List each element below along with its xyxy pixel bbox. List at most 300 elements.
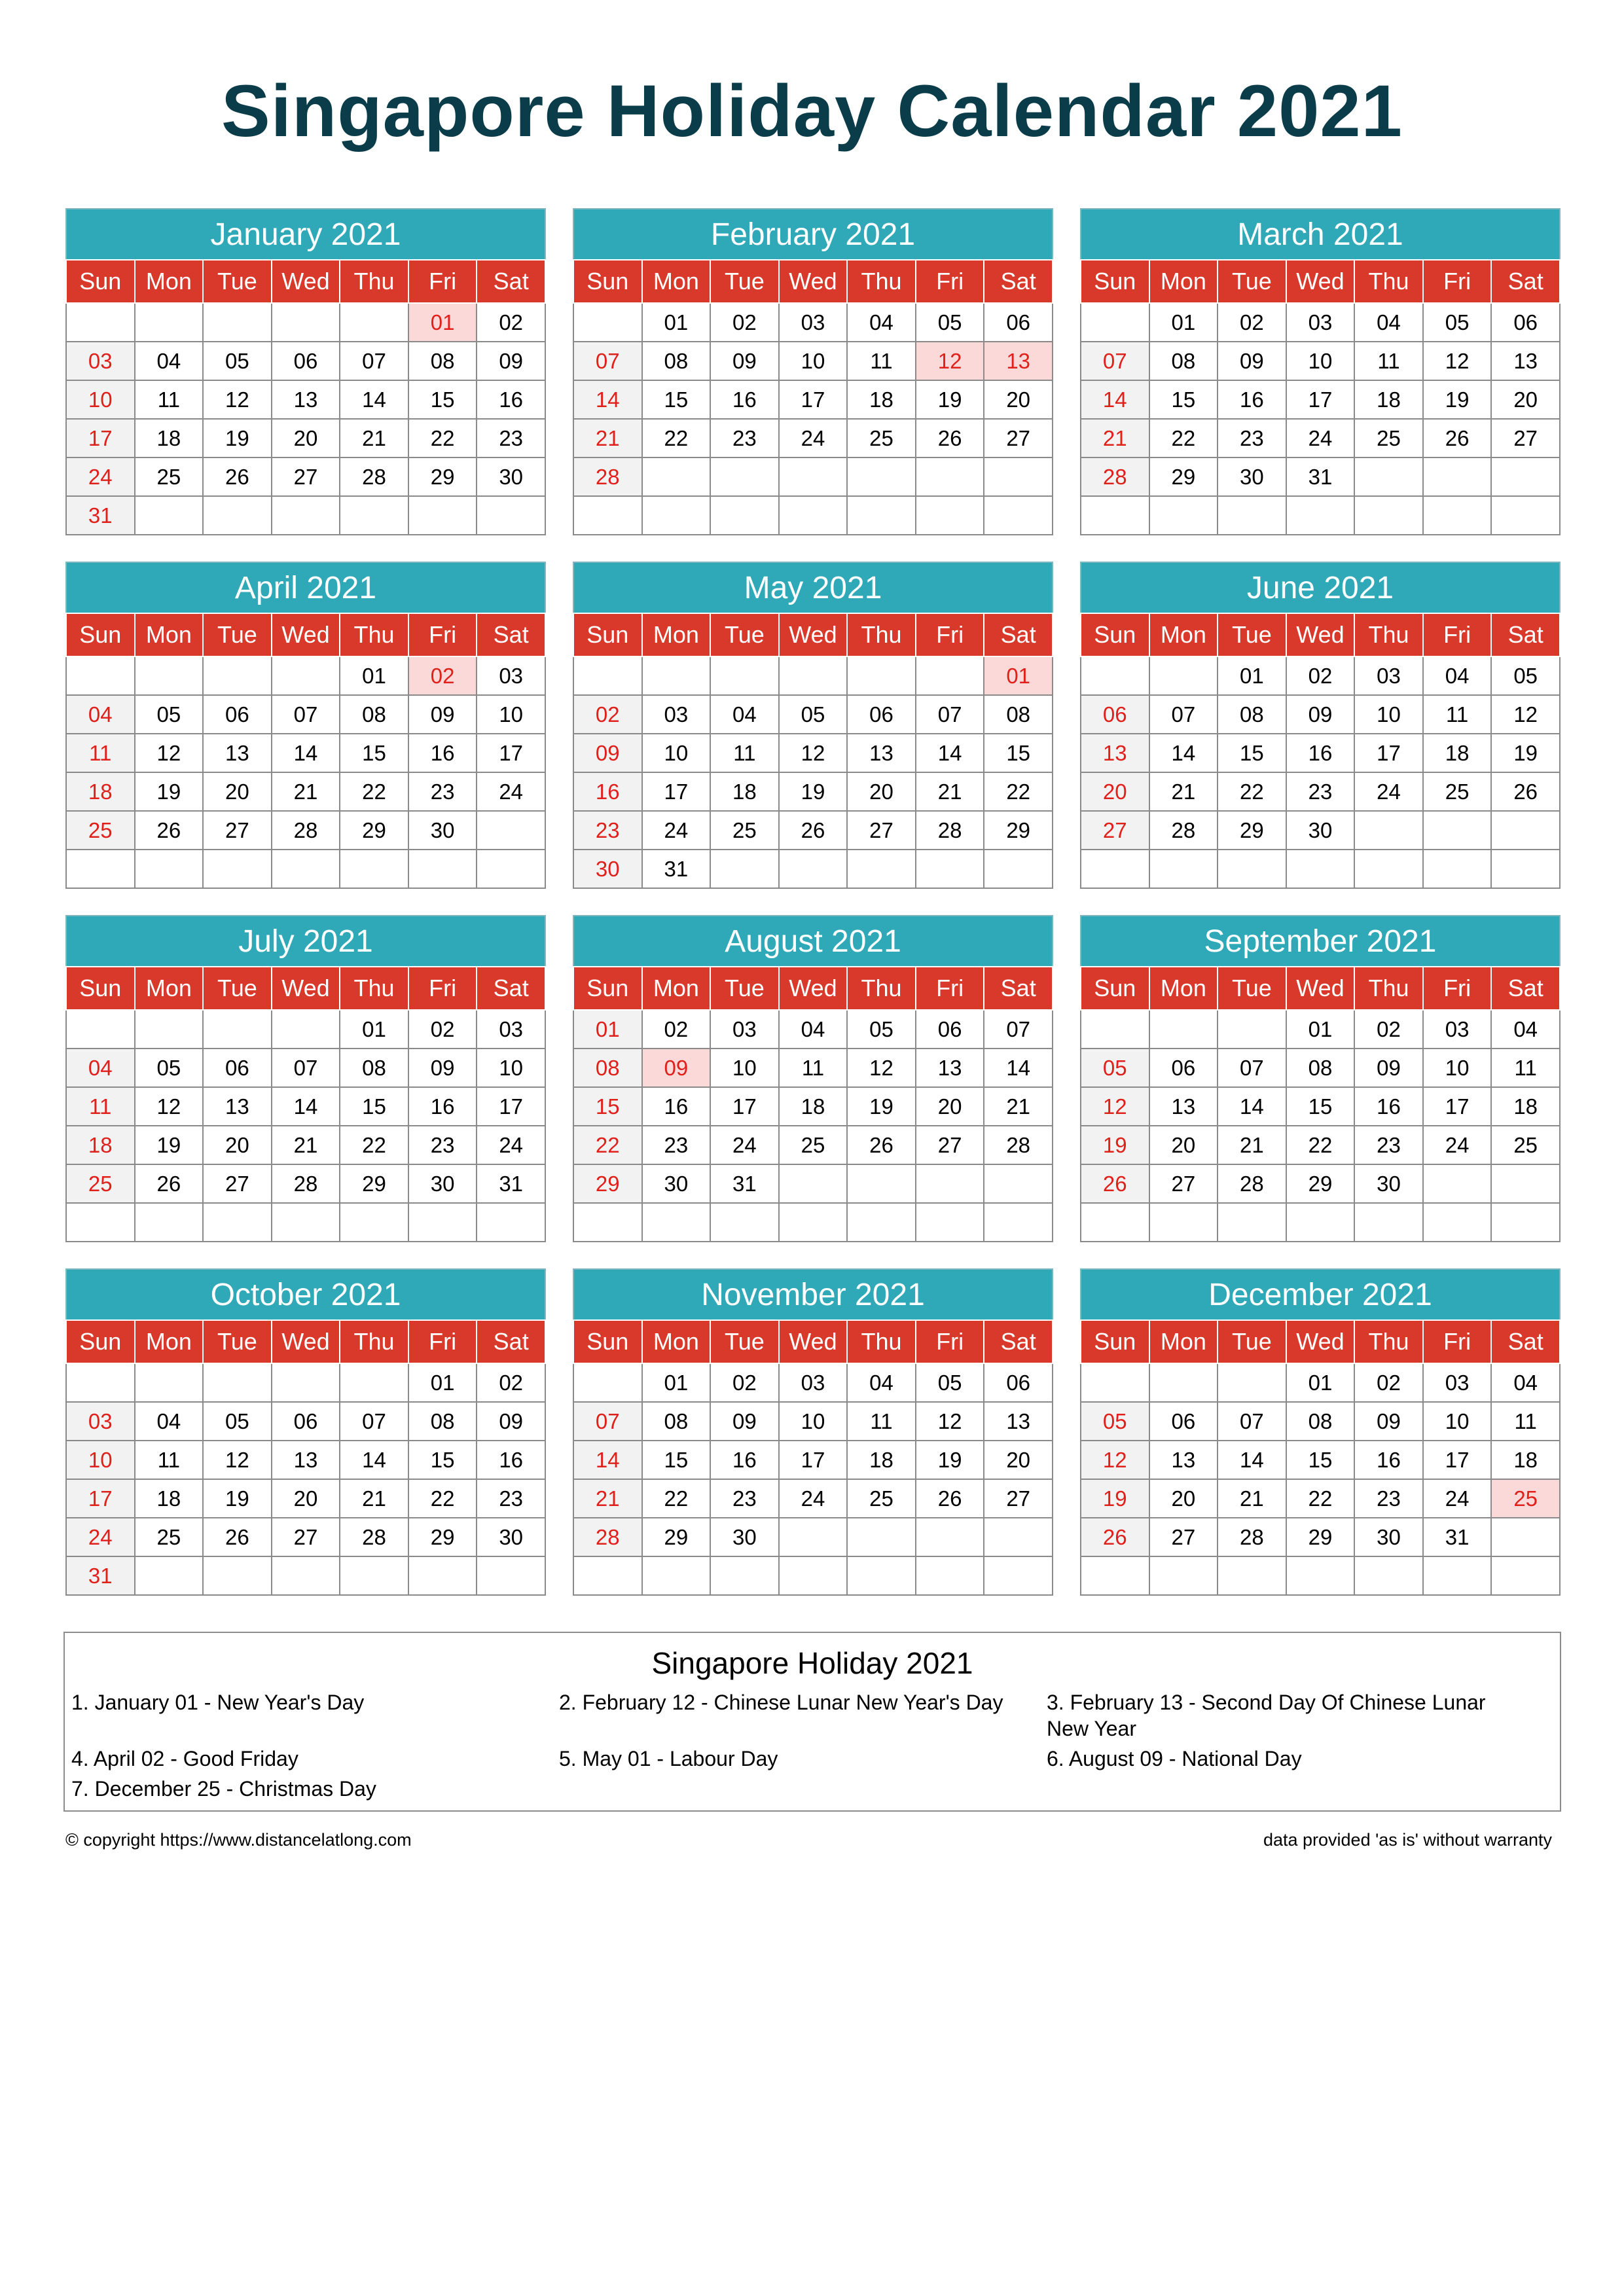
day-cell: 02 <box>1286 656 1355 695</box>
day-cell: 28 <box>1218 1164 1286 1203</box>
day-cell: 28 <box>340 1518 408 1556</box>
day-cell: 10 <box>477 695 545 734</box>
day-cell <box>984 1203 1053 1242</box>
day-cell <box>1081 656 1149 695</box>
day-cell: 16 <box>710 1441 779 1479</box>
day-cell: 16 <box>477 380 545 419</box>
weekday-header: Fri <box>1423 613 1492 656</box>
day-cell: 19 <box>203 1479 272 1518</box>
month-grid <box>65 613 546 889</box>
holiday-item: 5. May 01 - Labour Day <box>559 1747 778 1770</box>
weekday-header: Wed <box>779 967 848 1010</box>
day-cell: 01 <box>642 1363 711 1402</box>
day-cell: 16 <box>1354 1087 1423 1126</box>
weekday-header: Thu <box>1354 260 1423 303</box>
day-cell <box>573 1556 642 1595</box>
day-cell: 08 <box>1149 342 1218 380</box>
day-cell: 20 <box>272 419 340 457</box>
day-cell: 03 <box>1423 1363 1492 1402</box>
day-cell <box>1354 850 1423 888</box>
weekday-header: Tue <box>203 1320 272 1363</box>
day-cell <box>340 496 408 535</box>
day-cell: 03 <box>1286 303 1355 342</box>
day-cell: 29 <box>340 1164 408 1203</box>
day-cell <box>710 1203 779 1242</box>
day-cell: 20 <box>1491 380 1560 419</box>
week-row <box>573 342 1053 380</box>
week-row <box>1081 734 1560 772</box>
week-row <box>66 1087 545 1126</box>
day-cell: 05 <box>916 1363 984 1402</box>
day-cell: 08 <box>1218 695 1286 734</box>
day-cell <box>984 1518 1053 1556</box>
weekday-header: Sat <box>1491 967 1560 1010</box>
day-cell: 20 <box>984 380 1053 419</box>
day-cell: 29 <box>642 1518 711 1556</box>
week-row <box>66 419 545 457</box>
day-cell: 08 <box>573 1049 642 1087</box>
day-cell: 16 <box>573 772 642 811</box>
day-cell: 21 <box>272 772 340 811</box>
day-cell: 21 <box>340 1479 408 1518</box>
day-cell: 29 <box>573 1164 642 1203</box>
day-cell: 30 <box>477 457 545 496</box>
day-cell: 09 <box>710 342 779 380</box>
day-cell <box>1354 457 1423 496</box>
weekday-header: Mon <box>642 967 711 1010</box>
day-cell: 16 <box>642 1087 711 1126</box>
day-cell: 21 <box>1149 772 1218 811</box>
weekday-header: Sat <box>984 967 1053 1010</box>
day-cell <box>984 496 1053 535</box>
day-cell: 11 <box>1423 695 1492 734</box>
day-cell <box>916 850 984 888</box>
day-cell: 04 <box>1491 1363 1560 1402</box>
day-cell <box>408 496 477 535</box>
week-row <box>573 811 1053 850</box>
holiday-item: 1. January 01 - New Year's Day <box>71 1691 365 1714</box>
month-title: February 2021 <box>573 208 1053 259</box>
weekday-header: Sun <box>66 967 135 1010</box>
day-cell: 21 <box>272 1126 340 1164</box>
day-cell: 03 <box>66 342 135 380</box>
day-cell: 12 <box>1423 342 1492 380</box>
day-cell: 03 <box>642 695 711 734</box>
day-cell: 22 <box>642 1479 711 1518</box>
day-cell: 08 <box>408 1402 477 1441</box>
day-cell <box>203 1203 272 1242</box>
day-cell <box>1491 850 1560 888</box>
day-cell <box>272 1203 340 1242</box>
day-cell <box>916 1164 984 1203</box>
weekday-header: Mon <box>642 260 711 303</box>
day-cell: 15 <box>984 734 1053 772</box>
week-row <box>1081 772 1560 811</box>
day-cell: 18 <box>66 1126 135 1164</box>
day-cell: 16 <box>477 1441 545 1479</box>
day-cell: 03 <box>477 1010 545 1049</box>
day-cell: 24 <box>1354 772 1423 811</box>
day-cell: 19 <box>779 772 848 811</box>
weekday-header: Wed <box>1286 1320 1355 1363</box>
day-cell: 08 <box>1286 1049 1355 1087</box>
day-cell <box>779 1556 848 1595</box>
day-cell: 15 <box>642 380 711 419</box>
day-cell: 22 <box>340 1126 408 1164</box>
weekday-header: Fri <box>1423 260 1492 303</box>
week-row <box>66 1010 545 1049</box>
day-cell: 29 <box>984 811 1053 850</box>
day-cell: 13 <box>984 1402 1053 1441</box>
day-cell: 28 <box>984 1126 1053 1164</box>
day-cell: 18 <box>1423 734 1492 772</box>
day-cell: 13 <box>984 342 1053 380</box>
day-cell <box>477 850 545 888</box>
day-cell <box>1149 656 1218 695</box>
day-cell <box>272 496 340 535</box>
day-cell: 12 <box>1081 1087 1149 1126</box>
day-cell <box>203 1556 272 1595</box>
day-cell: 25 <box>1491 1479 1560 1518</box>
week-row <box>66 1126 545 1164</box>
day-cell: 26 <box>1491 772 1560 811</box>
day-cell: 13 <box>916 1049 984 1087</box>
weekday-header: Thu <box>340 1320 408 1363</box>
day-cell: 12 <box>1081 1441 1149 1479</box>
day-cell: 27 <box>984 419 1053 457</box>
page-title: Singapore Holiday Calendar 2021 <box>221 70 1403 152</box>
day-cell: 06 <box>1491 303 1560 342</box>
day-cell <box>203 303 272 342</box>
weekday-header: Sat <box>984 1320 1053 1363</box>
day-cell: 11 <box>135 1441 204 1479</box>
day-cell <box>1423 1164 1492 1203</box>
day-cell: 25 <box>135 457 204 496</box>
weekday-header: Tue <box>1218 1320 1286 1363</box>
day-cell: 17 <box>477 734 545 772</box>
weekday-header: Fri <box>916 260 984 303</box>
week-row <box>66 457 545 496</box>
day-cell: 30 <box>642 1164 711 1203</box>
weekday-header: Wed <box>272 260 340 303</box>
day-cell: 10 <box>1354 695 1423 734</box>
day-cell <box>1149 1010 1218 1049</box>
day-cell: 12 <box>847 1049 916 1087</box>
day-cell: 04 <box>779 1010 848 1049</box>
month-calendar <box>65 1268 546 1596</box>
holiday-item: 6. August 09 - National Day <box>1047 1747 1302 1770</box>
day-cell: 11 <box>847 342 916 380</box>
week-row <box>573 1087 1053 1126</box>
day-cell <box>779 1518 848 1556</box>
day-cell <box>203 1363 272 1402</box>
week-row <box>1081 419 1560 457</box>
week-row <box>66 1363 545 1402</box>
week-row <box>573 303 1053 342</box>
month-title: April 2021 <box>65 562 546 613</box>
day-cell: 14 <box>272 734 340 772</box>
day-cell: 05 <box>847 1010 916 1049</box>
day-cell: 28 <box>1218 1518 1286 1556</box>
day-cell <box>847 850 916 888</box>
day-cell: 28 <box>272 1164 340 1203</box>
weekday-header: Mon <box>135 613 204 656</box>
day-cell: 01 <box>1218 656 1286 695</box>
weekday-header: Mon <box>135 260 204 303</box>
day-cell: 12 <box>203 1441 272 1479</box>
day-cell: 18 <box>1491 1087 1560 1126</box>
day-cell: 22 <box>408 1479 477 1518</box>
disclaimer-text: data provided 'as is' without warranty <box>1263 1830 1552 1850</box>
day-cell: 24 <box>779 419 848 457</box>
day-cell: 26 <box>203 457 272 496</box>
weekday-header: Wed <box>1286 260 1355 303</box>
day-cell: 22 <box>1286 1479 1355 1518</box>
week-row <box>573 1010 1053 1049</box>
weekday-header: Thu <box>847 260 916 303</box>
day-cell: 27 <box>847 811 916 850</box>
day-cell: 10 <box>477 1049 545 1087</box>
day-cell: 23 <box>1354 1479 1423 1518</box>
day-cell: 17 <box>1423 1087 1492 1126</box>
month-title: July 2021 <box>65 915 546 966</box>
day-cell: 02 <box>710 303 779 342</box>
day-cell: 26 <box>779 811 848 850</box>
day-cell: 25 <box>1491 1126 1560 1164</box>
week-row <box>66 811 545 850</box>
day-cell <box>135 1556 204 1595</box>
day-cell: 31 <box>66 496 135 535</box>
day-cell: 06 <box>1149 1402 1218 1441</box>
day-cell: 31 <box>66 1556 135 1595</box>
day-cell: 11 <box>710 734 779 772</box>
day-cell: 10 <box>1423 1402 1492 1441</box>
day-cell: 26 <box>1423 419 1492 457</box>
day-cell <box>1081 496 1149 535</box>
day-cell: 14 <box>1149 734 1218 772</box>
day-cell <box>1423 811 1492 850</box>
day-cell: 21 <box>1218 1126 1286 1164</box>
day-cell: 16 <box>1354 1441 1423 1479</box>
day-cell: 11 <box>135 380 204 419</box>
day-cell: 15 <box>1286 1441 1355 1479</box>
day-cell: 28 <box>272 811 340 850</box>
day-cell: 28 <box>1081 457 1149 496</box>
weekday-header: Mon <box>642 613 711 656</box>
day-cell <box>710 656 779 695</box>
day-cell: 06 <box>203 695 272 734</box>
day-cell: 24 <box>710 1126 779 1164</box>
day-cell <box>272 1556 340 1595</box>
day-cell: 30 <box>1354 1518 1423 1556</box>
day-cell: 08 <box>408 342 477 380</box>
day-cell: 09 <box>1218 342 1286 380</box>
day-cell: 03 <box>779 1363 848 1402</box>
day-cell: 12 <box>135 1087 204 1126</box>
day-cell: 17 <box>1423 1441 1492 1479</box>
holiday-item: 2. February 12 - Chinese Lunar New Year's Day <box>559 1691 1003 1714</box>
week-row <box>66 1402 545 1441</box>
day-cell: 08 <box>642 342 711 380</box>
day-cell: 15 <box>642 1441 711 1479</box>
month-grid <box>65 1319 546 1596</box>
months-grid <box>65 208 1561 1596</box>
weekday-header: Mon <box>135 1320 204 1363</box>
day-cell: 09 <box>408 695 477 734</box>
day-cell <box>1491 1203 1560 1242</box>
day-cell: 23 <box>1286 772 1355 811</box>
day-cell: 19 <box>1081 1126 1149 1164</box>
day-cell <box>1218 1203 1286 1242</box>
day-cell: 25 <box>66 811 135 850</box>
day-cell: 10 <box>66 1441 135 1479</box>
day-cell: 19 <box>135 772 204 811</box>
day-cell: 05 <box>779 695 848 734</box>
week-row <box>573 457 1053 496</box>
day-cell: 12 <box>135 734 204 772</box>
day-cell: 02 <box>1218 303 1286 342</box>
week-row <box>66 1049 545 1087</box>
weekday-header: Sat <box>984 613 1053 656</box>
day-cell <box>272 850 340 888</box>
day-cell: 25 <box>847 1479 916 1518</box>
day-cell: 12 <box>916 342 984 380</box>
day-cell <box>916 1203 984 1242</box>
day-cell <box>1218 1556 1286 1595</box>
day-cell: 02 <box>1354 1010 1423 1049</box>
day-cell: 27 <box>984 1479 1053 1518</box>
day-cell: 17 <box>477 1087 545 1126</box>
day-cell <box>779 496 848 535</box>
day-cell: 23 <box>642 1126 711 1164</box>
week-row <box>1081 1556 1560 1595</box>
month-calendar <box>1080 562 1561 889</box>
week-row <box>66 380 545 419</box>
day-cell: 07 <box>1149 695 1218 734</box>
day-cell: 11 <box>1491 1402 1560 1441</box>
month-grid <box>1080 259 1561 535</box>
day-cell: 20 <box>272 1479 340 1518</box>
day-cell <box>984 1164 1053 1203</box>
weekday-header: Thu <box>1354 967 1423 1010</box>
day-cell: 06 <box>272 1402 340 1441</box>
week-row <box>66 1203 545 1242</box>
day-cell: 09 <box>642 1049 711 1087</box>
day-cell: 03 <box>1423 1010 1492 1049</box>
day-cell: 31 <box>1423 1518 1492 1556</box>
day-cell: 16 <box>408 734 477 772</box>
day-cell: 06 <box>1081 695 1149 734</box>
weekday-header: Fri <box>916 613 984 656</box>
day-cell: 11 <box>847 1402 916 1441</box>
week-row <box>1081 496 1560 535</box>
weekday-header: Tue <box>710 1320 779 1363</box>
day-cell: 23 <box>710 1479 779 1518</box>
weekday-header: Sun <box>573 1320 642 1363</box>
day-cell <box>916 496 984 535</box>
weekday-header: Sun <box>1081 613 1149 656</box>
day-cell: 03 <box>66 1402 135 1441</box>
day-cell: 09 <box>477 1402 545 1441</box>
day-cell: 25 <box>1354 419 1423 457</box>
day-cell <box>477 1556 545 1595</box>
day-cell: 10 <box>779 342 848 380</box>
day-cell: 08 <box>340 695 408 734</box>
day-cell <box>272 656 340 695</box>
day-cell: 23 <box>1354 1126 1423 1164</box>
weekday-header: Wed <box>272 613 340 656</box>
day-cell: 24 <box>1423 1126 1492 1164</box>
day-cell: 27 <box>1149 1518 1218 1556</box>
day-cell <box>1149 850 1218 888</box>
day-cell: 31 <box>642 850 711 888</box>
day-cell <box>984 1556 1053 1595</box>
day-cell <box>135 1203 204 1242</box>
day-cell <box>916 457 984 496</box>
day-cell: 09 <box>408 1049 477 1087</box>
day-cell: 07 <box>272 695 340 734</box>
day-cell: 30 <box>1218 457 1286 496</box>
day-cell: 19 <box>203 419 272 457</box>
day-cell: 19 <box>1081 1479 1149 1518</box>
day-cell: 01 <box>408 303 477 342</box>
day-cell <box>1149 496 1218 535</box>
day-cell: 22 <box>1149 419 1218 457</box>
week-row <box>573 1479 1053 1518</box>
day-cell: 05 <box>1081 1049 1149 1087</box>
day-cell: 06 <box>916 1010 984 1049</box>
week-row <box>66 695 545 734</box>
day-cell: 07 <box>272 1049 340 1087</box>
day-cell <box>1081 1010 1149 1049</box>
day-cell: 03 <box>477 656 545 695</box>
day-cell: 27 <box>916 1126 984 1164</box>
day-cell <box>1423 1556 1492 1595</box>
day-cell <box>135 1010 204 1049</box>
month-grid <box>65 259 546 535</box>
day-cell: 06 <box>847 695 916 734</box>
day-cell <box>203 656 272 695</box>
day-cell: 13 <box>1491 342 1560 380</box>
day-cell <box>135 656 204 695</box>
day-cell: 29 <box>408 457 477 496</box>
day-cell <box>1491 1556 1560 1595</box>
month-title: September 2021 <box>1080 915 1561 966</box>
day-cell: 01 <box>1149 303 1218 342</box>
day-cell: 01 <box>340 656 408 695</box>
weekday-header: Tue <box>203 260 272 303</box>
month-calendar <box>573 208 1053 535</box>
day-cell: 29 <box>1149 457 1218 496</box>
day-cell: 24 <box>66 457 135 496</box>
weekday-header: Wed <box>272 1320 340 1363</box>
day-cell <box>847 1164 916 1203</box>
day-cell: 16 <box>1218 380 1286 419</box>
day-cell: 24 <box>642 811 711 850</box>
weekday-header: Wed <box>1286 613 1355 656</box>
weekday-header: Fri <box>916 967 984 1010</box>
day-cell: 31 <box>477 1164 545 1203</box>
week-row <box>1081 1479 1560 1518</box>
day-cell: 13 <box>272 1441 340 1479</box>
day-cell <box>916 1518 984 1556</box>
day-cell: 28 <box>340 457 408 496</box>
day-cell <box>710 1556 779 1595</box>
week-row <box>1081 695 1560 734</box>
day-cell: 30 <box>1354 1164 1423 1203</box>
day-cell <box>573 1363 642 1402</box>
day-cell: 27 <box>1149 1164 1218 1203</box>
